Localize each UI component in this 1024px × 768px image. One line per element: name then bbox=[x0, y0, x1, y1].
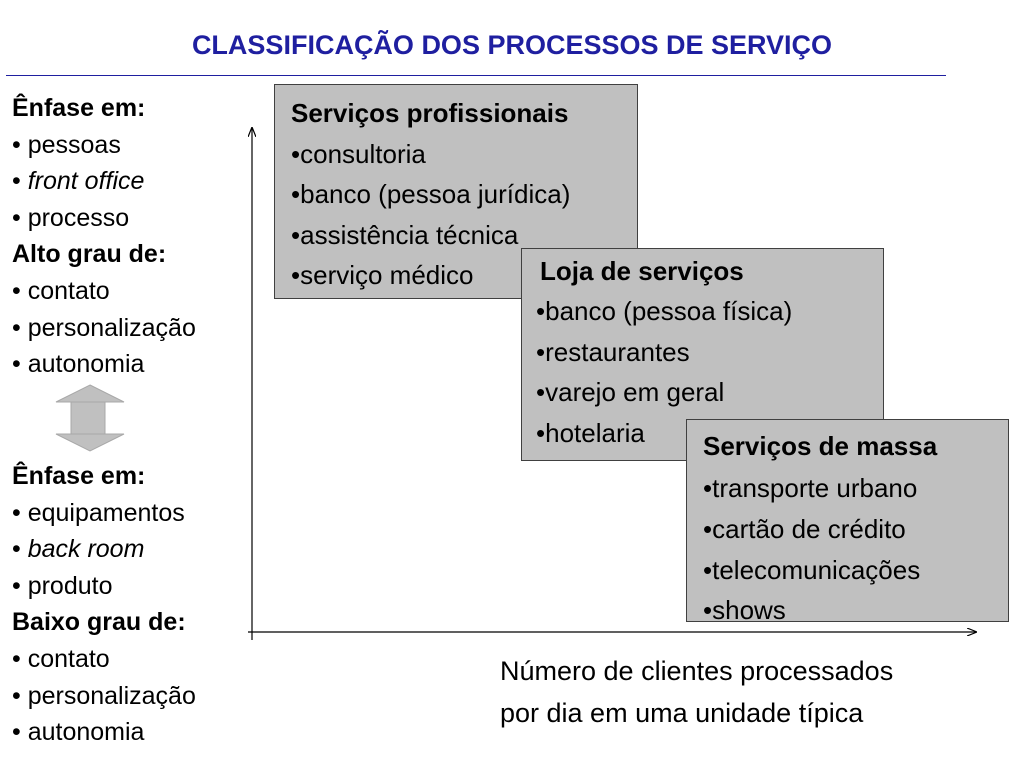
degree-heading: Baixo grau de: bbox=[12, 608, 186, 637]
box-heading: Serviços profissionais bbox=[291, 98, 569, 128]
list-item: • equipamentos bbox=[12, 498, 185, 527]
box-item: •assistência técnica bbox=[291, 219, 519, 250]
list-item: • front office bbox=[12, 167, 145, 196]
box-item: •transporte urbano bbox=[703, 473, 918, 503]
list-item: • contato bbox=[12, 276, 110, 305]
list-item: • pessoas bbox=[12, 130, 121, 159]
list-item: • produto bbox=[12, 571, 113, 600]
caption-line: por dia em uma unidade típica bbox=[500, 698, 864, 728]
left-legend bbox=[12, 90, 262, 383]
emphasis-heading: Ênfase em: bbox=[12, 462, 146, 490]
left-legend-bottom bbox=[12, 458, 262, 751]
box-item: •shows bbox=[703, 595, 786, 626]
page-title: CLASSIFICAÇÃO DOS PROCESSOS DE SERVIÇO bbox=[191, 30, 833, 60]
list-item: • personalização bbox=[12, 313, 196, 342]
list-item: • autonomia bbox=[12, 718, 145, 747]
list-item: • autonomia bbox=[12, 350, 145, 379]
box-item: •banco (pessoa física) bbox=[536, 296, 793, 326]
box-item: •restaurantes bbox=[536, 336, 690, 367]
italic-term: back room bbox=[27, 535, 145, 564]
list-item: • contato bbox=[12, 644, 110, 673]
box-heading: Serviços de massa bbox=[703, 431, 938, 461]
box-item: •serviço médico bbox=[291, 260, 474, 290]
box-item: •consultoria bbox=[291, 138, 426, 169]
degree-heading: Alto grau de: bbox=[12, 240, 167, 269]
box-mass-services bbox=[686, 419, 1009, 626]
double-arrow-icon bbox=[56, 385, 124, 451]
box-item: •varejo em geral bbox=[536, 377, 725, 407]
caption-line: Número de clientes processados bbox=[500, 656, 894, 686]
list-item: • back room bbox=[12, 535, 145, 564]
emphasis-heading: Ênfase em: bbox=[12, 94, 146, 122]
box-item: •banco (pessoa jurídica) bbox=[291, 179, 571, 209]
box-item: •cartão de crédito bbox=[703, 513, 906, 544]
box-item: •telecomunicações bbox=[703, 554, 921, 585]
list-item: • processo bbox=[12, 203, 130, 232]
italic-term: front office bbox=[27, 167, 145, 196]
box-item: •hotelaria bbox=[536, 417, 645, 448]
box-heading: Loja de serviços bbox=[540, 256, 744, 286]
x-axis-caption bbox=[500, 650, 893, 734]
list-item: • personalização bbox=[12, 681, 196, 710]
